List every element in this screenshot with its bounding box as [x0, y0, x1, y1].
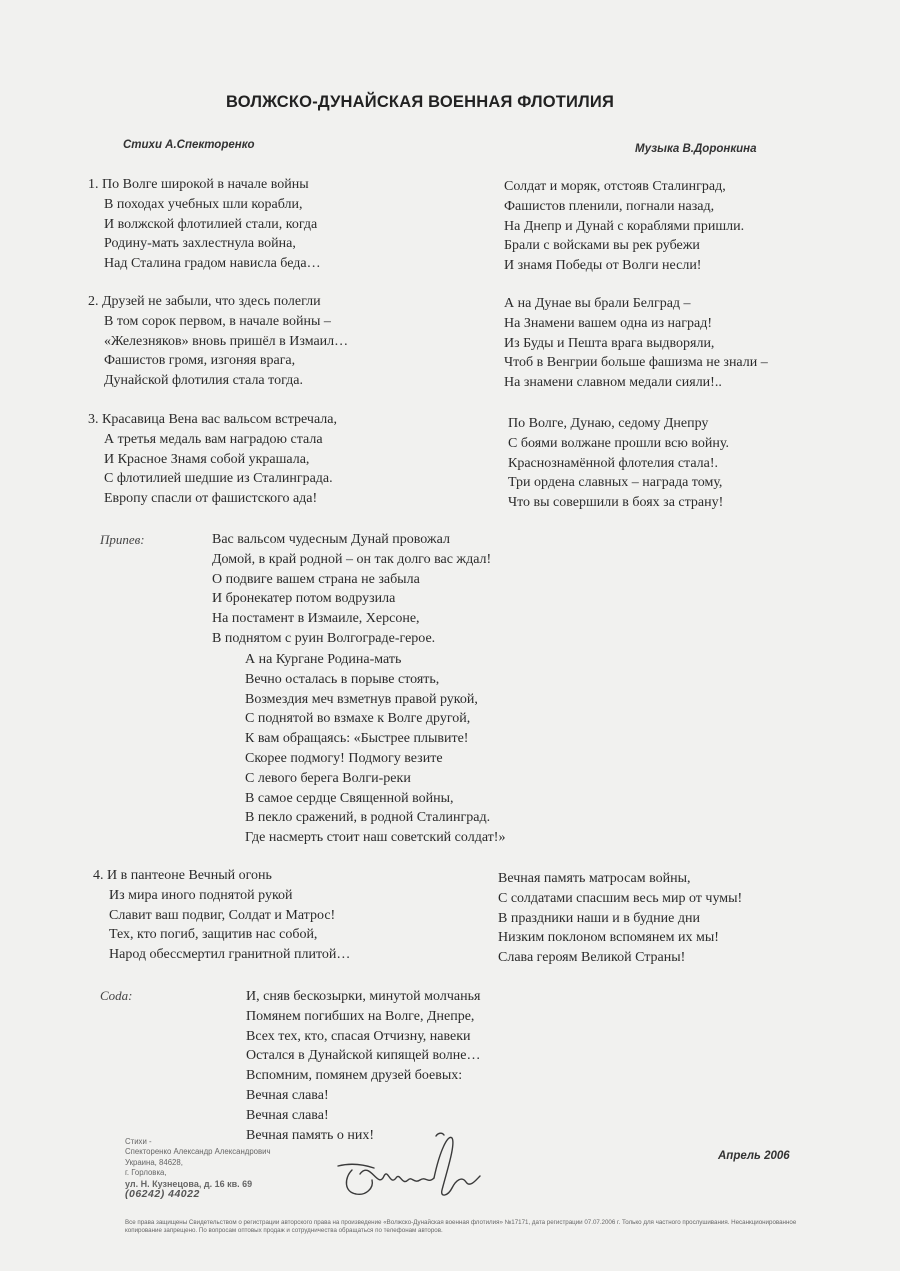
signature-image — [330, 1130, 500, 1210]
verse-line: С флотилией шедшие из Сталинграда. — [104, 471, 333, 487]
music-credit: Музыка В.Доронкина — [635, 143, 757, 155]
verse-line: И знамя Победы от Волги несли! — [504, 258, 702, 274]
verse-line: 2. Друзей не забыли, что здесь полегли — [88, 294, 321, 309]
verse-4-continued — [498, 869, 742, 968]
copyright-note: Все права защищены Свидетельством о регистрации авторского права на произведение «Волжско-Дунайская военная флотилия» №17171, дата регистрации 07.07.2006 г. Только для частного прослушивания. Несанкционированное копирование запрещено. По вопросам оптовых продаж и сотрудничества обращаться по телефонам авторов. — [125, 1219, 797, 1234]
coda-line: Остался в Дунайской кипящей волне… — [246, 1048, 481, 1064]
chorus-line: Скорее подмогу! Подмогу везите — [245, 750, 443, 766]
chorus-line: В поднятом с руин Волгограде-герое. — [212, 630, 436, 646]
verse-line: Тех, кто погиб, защитив нас собой, — [109, 927, 318, 943]
verse-2-continued — [504, 294, 768, 393]
verse-line: Славит ваш подвиг, Солдат и Матрос! — [109, 907, 336, 923]
lyrics-credit: Стихи А.Спекторенко — [123, 139, 255, 151]
verse-2 — [88, 292, 348, 391]
coda-line: Вспомним, помянем друзей боевых: — [246, 1068, 463, 1084]
verse-line: 1. По Волге широкой в начале войны — [88, 177, 309, 192]
sender-line: Стихи - — [125, 1137, 152, 1146]
verse-line: А третья медаль вам наградою стала — [104, 431, 323, 447]
chorus-line: Возмездия меч взметнув правой рукой, — [245, 691, 478, 707]
verse-line: Низким поклоном вспомянем их мы! — [498, 930, 719, 946]
verse-line: По Волге, Дунаю, седому Днепру — [508, 416, 709, 431]
verse-line: Над Сталина градом нависла беда… — [104, 256, 321, 272]
chorus-line: Вас вальсом чудесным Дунай провожал — [212, 532, 450, 547]
sender-phone: (06242) 44022 — [125, 1188, 200, 1201]
sender-line: г. Горловка, — [125, 1168, 167, 1178]
verse-1-continued — [504, 177, 744, 276]
verse-3-continued — [508, 414, 729, 513]
chorus-part-2 — [245, 650, 505, 848]
verse-line: 3. Красавица Вена вас вальсом встречала, — [88, 412, 337, 427]
verse-line: На знамени славном медали сияли!.. — [504, 375, 722, 391]
coda-line: Вечная слава! — [246, 1107, 329, 1123]
chorus-line: А на Кургане Родина-мать — [245, 652, 402, 667]
chorus-line: В пекло сражений, в родной Сталинград. — [245, 810, 491, 826]
coda-line: Вечная память о них! — [246, 1127, 375, 1143]
verse-line: Дунайской флотилия стала тогда. — [104, 373, 303, 389]
coda-line: Всех тех, кто, спасая Отчизну, навеки — [246, 1028, 471, 1044]
chorus-line: В самое сердце Священной войны, — [245, 790, 454, 806]
coda-line: И, сняв бескозырки, минутой молчанья — [246, 989, 481, 1004]
chorus-label: Припев: — [100, 532, 145, 547]
date: Апрель 2006 — [718, 1150, 790, 1162]
verse-line: А на Дунае вы брали Белград – — [504, 296, 691, 311]
chorus-line: И бронекатер потом водрузила — [212, 591, 396, 607]
verse-line: Родину-мать захлестнула война, — [104, 236, 296, 252]
sender-street: ул. Н. Кузнецова, д. 16 кв. 69 — [125, 1178, 253, 1189]
chorus-line: Вечно осталась в порыве стоять, — [245, 671, 440, 687]
verse-line: Из мира иного поднятой рукой — [109, 887, 293, 903]
verse-line: Чтоб в Венгрии больше фашизма не знали – — [504, 355, 768, 371]
sender-line: Спекторенко Александр Александрович — [125, 1147, 271, 1157]
verse-line: Из Буды и Пешта врага выдворяли, — [504, 335, 715, 351]
verse-line: С солдатами спасшим весь мир от чумы! — [498, 890, 743, 906]
sender-line: Украина, 84628, — [125, 1157, 183, 1167]
verse-line: Вечная память матросам войны, — [498, 871, 691, 886]
verse-4 — [93, 866, 350, 965]
verse-line: Краснознамённой флотелия стала!. — [508, 455, 719, 471]
coda-line: Вечная слава! — [246, 1087, 329, 1103]
coda — [246, 987, 480, 1145]
verse-line: Слава героям Великой Страны! — [498, 950, 686, 966]
verse-line: Европу спасли от фашистского ада! — [104, 491, 318, 507]
coda-line: Помянем погибших на Волге, Днепре, — [246, 1008, 475, 1024]
verse-1 — [88, 175, 321, 274]
verse-line: Брали с войсками вы рек рубежи — [504, 238, 700, 254]
verse-line: В походах учебных шли корабли, — [104, 196, 303, 212]
coda-label: Coda: — [100, 988, 133, 1003]
verse-line: И Красное Знамя собой украшала, — [104, 451, 310, 467]
chorus-line: С левого берега Волги-реки — [245, 770, 411, 786]
verse-line: С боями волжане прошли всю войну. — [508, 435, 729, 451]
verse-line: Народ обессмертил гранитной плитой… — [109, 947, 351, 963]
chorus-line: О подвиге вашем страна не забыла — [212, 571, 420, 587]
chorus-line: С поднятой во взмахе к Волге другой, — [245, 711, 471, 727]
sender-address — [125, 1137, 271, 1199]
verse-line: Три ордена славных – награда тому, — [508, 475, 723, 491]
verse-line: На Знамени вашем одна из наград! — [504, 315, 712, 331]
chorus-line: К вам обращаясь: «Быстрее плывите! — [245, 731, 469, 747]
chorus-line: На постамент в Измаиле, Херсоне, — [212, 611, 420, 627]
verse-line: В праздники наши и в будние дни — [498, 910, 700, 926]
chorus-line: Где насмерть стоит наш советский солдат!» — [245, 830, 506, 846]
verse-3 — [88, 410, 337, 509]
verse-line: Солдат и моряк, отстояв Сталинград, — [504, 179, 726, 194]
verse-line: «Железняков» вновь пришёл в Измаил… — [104, 333, 349, 349]
verse-line: В том сорок первом, в начале войны – — [104, 313, 331, 329]
verse-line: 4. И в пантеоне Вечный огонь — [93, 868, 272, 883]
verse-line: И волжской флотилией стали, когда — [104, 216, 318, 232]
chorus-line: Домой, в край родной – он так долго вас ждал! — [212, 551, 492, 567]
chorus-part-1 — [212, 530, 491, 649]
verse-line: На Днепр и Дунай с кораблями пришли. — [504, 218, 745, 234]
song-title: ВОЛЖСКО-ДУНАЙСКАЯ ВОЕННАЯ ФЛОТИЛИЯ — [225, 93, 615, 111]
verse-line: Фашистов пленили, погнали назад, — [504, 198, 715, 214]
verse-line: Что вы совершили в боях за страну! — [508, 495, 724, 511]
verse-line: Фашистов громя, изгоняя врага, — [104, 353, 296, 369]
